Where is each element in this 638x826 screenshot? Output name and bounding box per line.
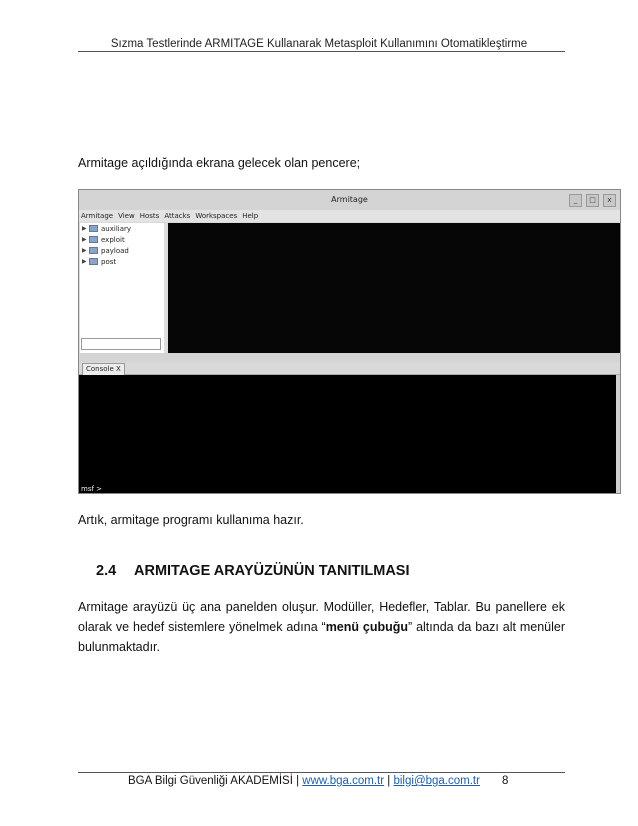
menu-help[interactable]: Help [242, 212, 259, 220]
expand-arrow-icon[interactable]: ▶ [82, 258, 87, 265]
minimize-icon[interactable]: _ [569, 194, 582, 207]
page-footer [128, 775, 508, 787]
tree-item-payload[interactable] [80, 245, 164, 256]
maximize-icon[interactable]: □ [586, 194, 599, 207]
page-number: 8 [501, 775, 509, 787]
section-number: 2.4 [96, 563, 117, 579]
panel-splitter[interactable] [79, 353, 620, 362]
footer-rule [78, 772, 565, 773]
menu-bar [79, 210, 620, 222]
ready-text: Artık, armitage programı kullanıma hazır. [78, 513, 304, 527]
menu-hosts[interactable]: Hosts [139, 212, 160, 220]
menu-attacks[interactable]: Attacks [164, 212, 191, 220]
targets-panel[interactable] [168, 223, 620, 353]
body-text: ” altında da bazı alt menüler bulunmaktadır. [78, 620, 565, 654]
tree-item-auxiliary[interactable] [80, 223, 164, 234]
expand-arrow-icon[interactable]: ▶ [82, 236, 87, 243]
window-titlebar [79, 190, 620, 211]
body-paragraph [78, 597, 565, 657]
folder-icon [89, 247, 98, 254]
body-bold: menü çubuğu [325, 620, 409, 634]
folder-icon [89, 236, 98, 243]
menu-workspaces[interactable]: Workspaces [195, 212, 238, 220]
tree-item-exploit[interactable] [80, 234, 164, 245]
tree-item-label: exploit [101, 235, 125, 244]
expand-arrow-icon[interactable]: ▶ [82, 225, 87, 232]
console-scrollbar[interactable] [616, 375, 620, 494]
section-heading [96, 563, 410, 579]
tree-item-post[interactable] [80, 256, 164, 267]
footer-url-link[interactable]: www.bga.com.tr [302, 775, 385, 787]
footer-email-link[interactable]: bilgi@bga.com.tr [393, 775, 480, 787]
folder-icon [89, 258, 98, 265]
module-search-input[interactable] [81, 338, 161, 350]
page-header: Sızma Testlerinde ARMITAGE Kullanarak Metasploit Kullanımını Otomatikleştirme [110, 38, 528, 50]
footer-org: BGA Bilgi Güvenliği AKADEMİSİ | [128, 775, 303, 787]
body-text: Armitage arayüzü üç ana panelden oluşur. Modüller, Hedefler, Tablar. Bu panellere ek olarak ve hedef sistemlere yönelmek adına “ [78, 600, 565, 634]
header-rule [78, 51, 565, 52]
module-tree [80, 223, 165, 353]
footer-separator: | [384, 775, 394, 787]
folder-icon [89, 225, 98, 232]
console-panel[interactable] [79, 375, 620, 494]
menu-armitage[interactable]: Armitage [81, 212, 114, 220]
menu-view[interactable]: View [118, 212, 135, 220]
tab-bar [79, 362, 620, 375]
tab-console[interactable]: Console X [82, 363, 125, 375]
armitage-screenshot [78, 189, 621, 494]
tree-item-label: auxiliary [101, 224, 132, 233]
tree-item-label: post [101, 257, 117, 266]
section-title: ARMITAGE ARAYÜZÜNÜN TANITILMASI [134, 563, 410, 579]
expand-arrow-icon[interactable]: ▶ [82, 247, 87, 254]
window-title: Armitage [331, 195, 368, 204]
tree-item-label: payload [101, 246, 129, 255]
console-prompt: msf > [81, 485, 103, 493]
close-icon[interactable]: x [603, 194, 616, 207]
intro-text: Armitage açıldığında ekrana gelecek olan pencere; [78, 156, 361, 170]
